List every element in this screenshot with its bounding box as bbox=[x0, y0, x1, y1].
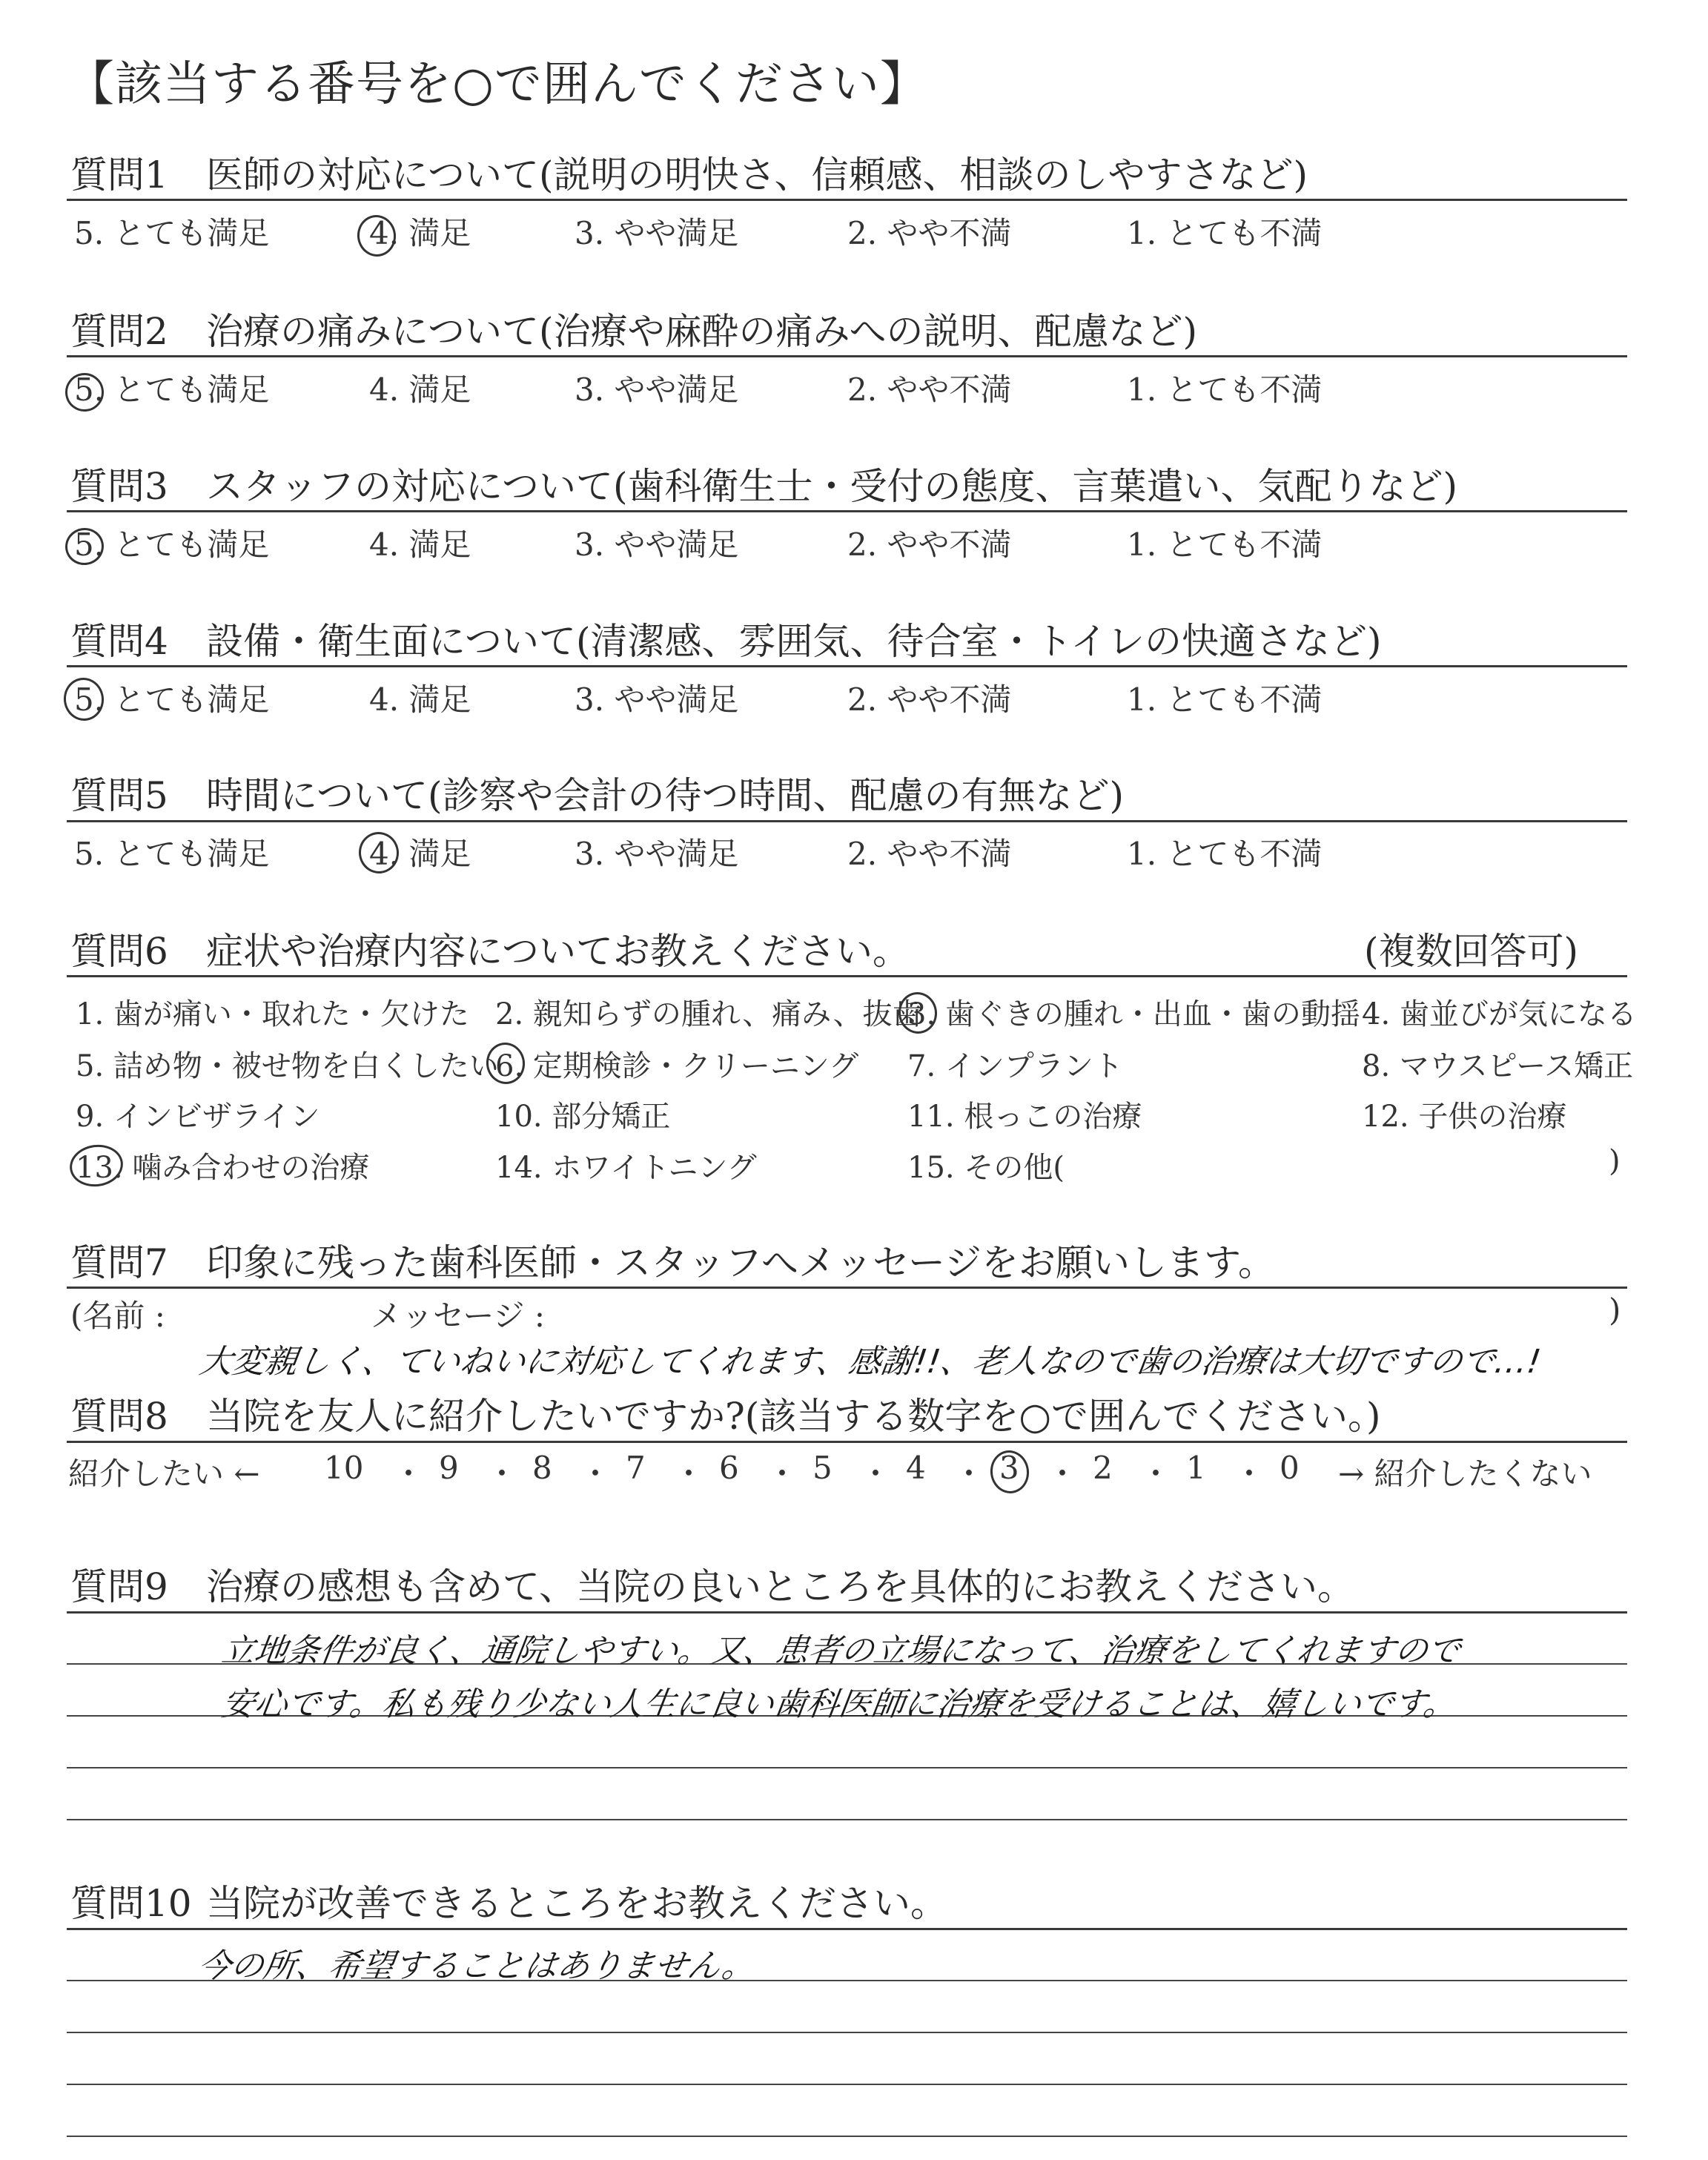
q8-scale-4[interactable]: 4 bbox=[906, 1450, 926, 1486]
q8-dot: ・ bbox=[393, 1456, 425, 1492]
q5-label: 質問5 bbox=[70, 774, 168, 817]
q1-option-4[interactable]: 4. 満足 bbox=[369, 215, 471, 251]
q8-label: 質問8 bbox=[70, 1395, 168, 1438]
q6-item-6[interactable]: 6. 定期検診・クリーニング bbox=[495, 1049, 859, 1083]
q6-item-15[interactable]: 15. その他( bbox=[907, 1151, 1065, 1185]
q6-item-14[interactable]: 14. ホワイトニング bbox=[495, 1151, 757, 1185]
q8-dot: ・ bbox=[953, 1456, 985, 1492]
q1-rule bbox=[67, 199, 1627, 201]
q2-rule bbox=[67, 355, 1627, 357]
q1-text: 医師の対応について(説明の明快さ、信頼感、相談のしやすさなど) bbox=[206, 153, 1308, 196]
q8-dot: ・ bbox=[580, 1456, 612, 1492]
q8-scale-0[interactable]: 0 bbox=[1280, 1450, 1300, 1486]
q4-option-1[interactable]: 1. とても不満 bbox=[1127, 681, 1323, 718]
q7-name-label: (名前 : bbox=[70, 1298, 165, 1334]
q8-dot: ・ bbox=[1234, 1456, 1265, 1492]
q8-scale-2[interactable]: 2 bbox=[1093, 1450, 1113, 1486]
q5-option-1[interactable]: 1. とても不満 bbox=[1127, 836, 1323, 872]
q1-label: 質問1 bbox=[70, 153, 168, 196]
q8-dot: ・ bbox=[767, 1456, 798, 1492]
q8-rule bbox=[67, 1441, 1627, 1443]
q3-option-1[interactable]: 1. とても不満 bbox=[1127, 526, 1323, 563]
q1-option-2[interactable]: 2. やや不満 bbox=[847, 215, 1012, 251]
q4-option-2[interactable]: 2. やや不満 bbox=[847, 681, 1012, 718]
q5-option-5[interactable]: 5. とても満足 bbox=[74, 836, 270, 872]
q7-message-label: メッセージ : bbox=[371, 1298, 545, 1334]
q10-label: 質問10 bbox=[70, 1882, 192, 1925]
q4-rule bbox=[67, 665, 1627, 667]
q9-handwritten-line-1: 立地条件が良く、通院しやすい。又、患者の立場になって、治療をしてくれますので bbox=[219, 1632, 1463, 1670]
q6-item-8[interactable]: 8. マウスピース矯正 bbox=[1362, 1049, 1634, 1083]
q7-handwritten-message: 大変親しく、ていねいに対応してくれます、感謝!!、老人なので歯の治療は大切ですので…! bbox=[196, 1343, 1543, 1381]
q8-text: 当院を友人に紹介したいですか?(該当する数字を○で囲んでください。) bbox=[206, 1395, 1381, 1438]
q8-left-label: 紹介したい ← bbox=[68, 1456, 260, 1492]
q3-option-4[interactable]: 4. 満足 bbox=[369, 526, 471, 563]
q5-option-2[interactable]: 2. やや不満 bbox=[847, 836, 1012, 872]
q9-text: 治療の感想も含めて、当院の良いところを具体的にお教えください。 bbox=[206, 1565, 1354, 1608]
q7-close: ) bbox=[1609, 1292, 1621, 1328]
q2-option-2[interactable]: 2. やや不満 bbox=[847, 371, 1012, 408]
q7-rule bbox=[67, 1287, 1627, 1289]
q10-writing-line bbox=[67, 2084, 1627, 2085]
q8-dot: ・ bbox=[860, 1456, 892, 1492]
q2-option-5[interactable]: 5. とても満足 bbox=[74, 371, 270, 408]
q3-rule bbox=[67, 510, 1627, 512]
page-title: 【該当する番号を○で囲んでください】 bbox=[67, 57, 928, 112]
q10-writing-line bbox=[67, 2032, 1627, 2033]
q3-text: スタッフの対応について(歯科衛生士・受付の態度、言葉遣い、気配りなど) bbox=[206, 465, 1458, 508]
q6-item-9[interactable]: 9. インビザライン bbox=[76, 1100, 320, 1134]
q6-item-3[interactable]: 3. 歯ぐきの腫れ・出血・歯の動揺 bbox=[907, 997, 1360, 1031]
q2-option-4[interactable]: 4. 満足 bbox=[369, 371, 471, 408]
q8-scale-10[interactable]: 10 bbox=[324, 1450, 364, 1486]
q1-option-3[interactable]: 3. やや満足 bbox=[575, 215, 739, 251]
q6-label: 質問6 bbox=[70, 930, 168, 973]
q8-right-label: → 紹介したくない bbox=[1338, 1456, 1592, 1492]
q9-rule bbox=[67, 1611, 1627, 1614]
q8-dot: ・ bbox=[1140, 1456, 1172, 1492]
q2-option-1[interactable]: 1. とても不満 bbox=[1127, 371, 1323, 408]
q8-dot: ・ bbox=[673, 1456, 705, 1492]
q6-item-10[interactable]: 10. 部分矯正 bbox=[495, 1100, 671, 1134]
q7-text: 印象に残った歯科医師・スタッフへメッセージをお願いします。 bbox=[206, 1241, 1275, 1284]
q8-scale-6[interactable]: 6 bbox=[719, 1450, 739, 1486]
q10-writing-line bbox=[67, 2136, 1627, 2137]
q10-handwritten-line-1: 今の所、希望することはありません。 bbox=[195, 1947, 758, 1985]
q6-item-2[interactable]: 2. 親知らずの腫れ、痛み、抜歯 bbox=[495, 997, 922, 1031]
q7-label: 質問7 bbox=[70, 1241, 168, 1284]
q2-text: 治療の痛みについて(治療や麻酔の痛みへの説明、配慮など) bbox=[206, 310, 1198, 353]
q6-item-13[interactable]: 13. 噛み合わせの治療 bbox=[76, 1151, 370, 1185]
q8-dot: ・ bbox=[486, 1456, 518, 1492]
q10-rule bbox=[67, 1928, 1627, 1930]
q8-selection-circle bbox=[987, 1448, 1032, 1496]
q8-scale-9[interactable]: 9 bbox=[439, 1450, 459, 1486]
q4-label: 質問4 bbox=[70, 620, 168, 663]
q4-option-4[interactable]: 4. 満足 bbox=[369, 681, 471, 718]
q3-label: 質問3 bbox=[70, 465, 168, 508]
q5-text: 時間について(診察や会計の待つ時間、配慮の有無など) bbox=[206, 774, 1125, 817]
q1-option-1[interactable]: 1. とても不満 bbox=[1127, 215, 1323, 251]
q9-writing-line bbox=[67, 1819, 1627, 1820]
q9-label: 質問9 bbox=[70, 1565, 168, 1608]
q8-scale-8[interactable]: 8 bbox=[532, 1450, 552, 1486]
q5-option-4[interactable]: 4. 満足 bbox=[369, 836, 471, 872]
q6-item-11[interactable]: 11. 根っこの治療 bbox=[907, 1100, 1142, 1134]
q2-label: 質問2 bbox=[70, 310, 168, 353]
q2-option-3[interactable]: 3. やや満足 bbox=[575, 371, 739, 408]
q3-option-5[interactable]: 5. とても満足 bbox=[74, 526, 270, 563]
q8-scale-3[interactable]: 3 bbox=[999, 1450, 1019, 1486]
q6-item-1[interactable]: 1. 歯が痛い・取れた・欠けた bbox=[76, 997, 469, 1031]
q8-scale-5[interactable]: 5 bbox=[812, 1450, 833, 1486]
q6-text: 症状や治療内容についてお教えください。 bbox=[206, 930, 910, 973]
q10-text: 当院が改善できるところをお教えください。 bbox=[206, 1882, 947, 1925]
q5-rule bbox=[67, 820, 1627, 822]
q6-item-5[interactable]: 5. 詰め物・被せ物を白くしたい bbox=[76, 1049, 499, 1083]
q6-item-12[interactable]: 12. 子供の治療 bbox=[1362, 1100, 1567, 1134]
q8-dot: ・ bbox=[1047, 1456, 1079, 1492]
q4-option-5[interactable]: 5. とても満足 bbox=[74, 681, 270, 718]
q4-text: 設備・衛生面について(清潔感、雰囲気、待合室・トイレの快適さなど) bbox=[206, 620, 1382, 663]
q9-writing-line bbox=[67, 1767, 1627, 1768]
q5-option-3[interactable]: 3. やや満足 bbox=[575, 836, 739, 872]
q1-option-5[interactable]: 5. とても満足 bbox=[74, 215, 270, 251]
q3-option-2[interactable]: 2. やや不満 bbox=[847, 526, 1012, 563]
q6-rule bbox=[67, 975, 1627, 977]
q8-scale-1[interactable]: 1 bbox=[1186, 1450, 1206, 1486]
q6-item-15-close: ) bbox=[1609, 1144, 1621, 1178]
q8-scale-7[interactable]: 7 bbox=[626, 1450, 646, 1486]
q6-note: (複数回答可) bbox=[1364, 930, 1579, 973]
q3-option-3[interactable]: 3. やや満足 bbox=[575, 526, 739, 563]
q6-item-7[interactable]: 7. インプラント bbox=[907, 1049, 1123, 1083]
q6-item-4[interactable]: 4. 歯並びが気になる bbox=[1362, 997, 1637, 1031]
q9-handwritten-line-2: 安心です。私も残り少ない人生に良い歯科医師に治療を受けることは、嬉しいです。 bbox=[219, 1685, 1459, 1723]
q4-option-3[interactable]: 3. やや満足 bbox=[575, 681, 739, 718]
